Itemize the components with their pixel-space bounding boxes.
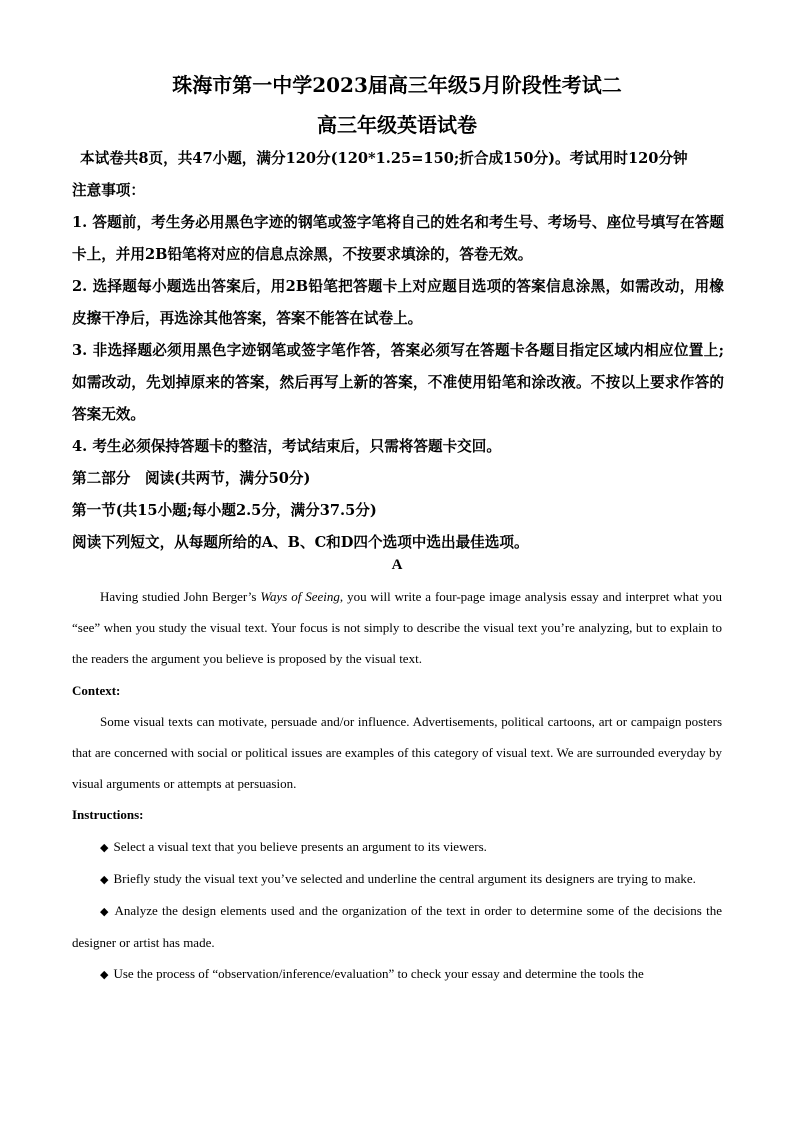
- diamond-bullet-icon: ◆: [100, 905, 110, 919]
- section-heading: 第一节(共15小题;每小题2.5分，满分37.5分): [72, 502, 377, 519]
- p1-before: Having studied John Berger’s: [100, 589, 261, 604]
- exam-subtitle: 高三年级英语试卷: [317, 113, 477, 137]
- instruction-item-4: [72, 958, 722, 990]
- book-title: Ways of Seeing: [260, 589, 340, 604]
- context-paragraph: Some visual texts can motivate, persuade and/or influence. Advertisements, political cartoons, art or campaign posters that are concerned with social or political issues are examples of this category of visual text. We are surrounded everyday by visual arguments or attempts at persuasion.: [72, 713, 722, 792]
- passage-paragraph-1: [72, 581, 722, 675]
- passage-a: [72, 581, 722, 991]
- notice-item-1: 1. 答题前，考生务必用黑色字迹的钢笔或签字笔将自己的姓名和考生号、考场号、座位号填写在答题卡上，并用2B铅笔将对应的信息点涂黑，不按要求填涂的，答卷无效。: [72, 214, 724, 263]
- instruction-item-3: [72, 895, 722, 958]
- instruction-text: Use the process of “observation/inference/evaluation” to check your essay and determine the tools the: [113, 966, 644, 982]
- instructions-heading: Instructions:: [72, 807, 144, 823]
- notice-heading: 注意事项：: [72, 182, 145, 199]
- instruction-text: Briefly study the visual text you’ve selected and underline the central argument its designers are trying to make.: [113, 870, 696, 886]
- instruction-text: Analyze the design elements used and the organization of the text in order to determine some of the decisions the designer or artist has made.: [72, 903, 722, 951]
- p1-after: , you will write a four-page image analysis essay and interpret what you “see” when you study the visual text. Your focus is not simply to describe the visual text you’re analyzing, but to explain to the readers the argument you believe is proposed by the visual text.: [72, 589, 722, 667]
- notice-item-4: 4. 考生必须保持答题卡的整洁，考试结束后，只需将答题卡交回。: [72, 438, 501, 455]
- reading-directions: 阅读下列短文，从每题所给的A、B、C和D四个选项中选出最佳选项。: [72, 534, 529, 551]
- context-heading: Context:: [72, 682, 121, 698]
- exam-title: 珠海市第一中学2023届高三年级5月阶段性考试二: [172, 73, 622, 97]
- instruction-item-2: [72, 863, 722, 895]
- notice-item-2: 2. 选择题每小题选出答案后，用2B铅笔把答题卡上对应题目选项的答案信息涂黑，如需改动，用橡皮擦干净后，再选涂其他答案，答案不能答在试卷上。: [72, 278, 724, 327]
- passage-label: A: [391, 557, 403, 573]
- notice-item-3: 3. 非选择题必须用黑色字迹钢笔或签字笔作答，答案必须写在答题卡各题目指定区域内相应位置上;如需改动，先划掉原来的答案，然后再写上新的答案，不准使用铅笔和涂改液。不按以上要求作答的答案无效。: [72, 342, 724, 423]
- exam-summary: 本试卷共8页，共47小题，满分120分(120*1.25=150;折合成150分)。考试用时120分钟: [80, 150, 688, 167]
- instruction-item-1: [72, 831, 722, 863]
- part-heading: 第二部分 阅读(共两节，满分50分): [72, 470, 311, 487]
- diamond-bullet-icon: ◆: [100, 872, 109, 886]
- instruction-text: Select a visual text that you believe presents an argument to its viewers.: [113, 838, 487, 854]
- exam-instructions: [72, 143, 724, 559]
- diamond-bullet-icon: ◆: [100, 968, 109, 982]
- diamond-bullet-icon: ◆: [100, 840, 109, 854]
